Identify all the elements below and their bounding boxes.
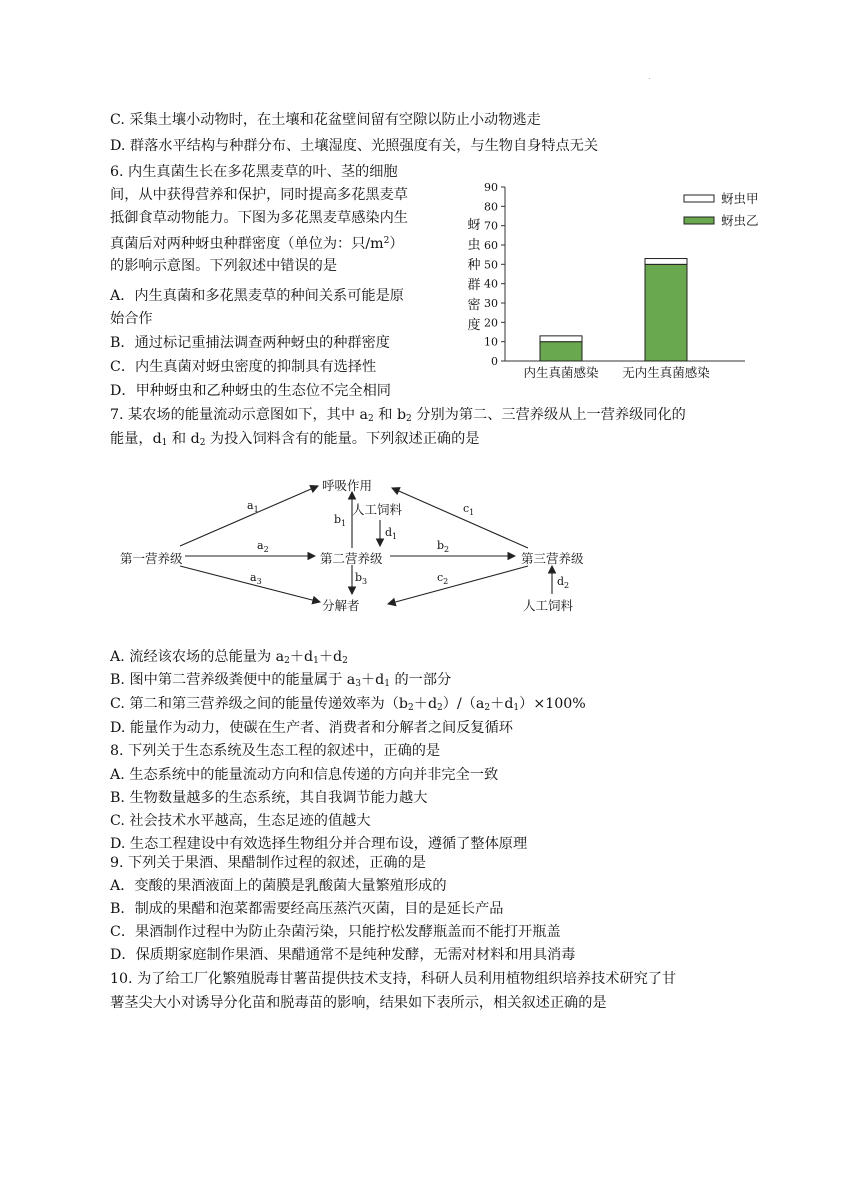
q8-option-d: D. 生态工程建设中有效选择生物组分并合理布设，遵循了整体原理 [110,836,528,852]
q5-option-c: C. 采集土壤小动物时，在土壤和花盆壁间留有空隙以防止小动物逃走 [110,112,541,128]
y-tick-label: 30 [484,297,498,310]
y-axis-title [467,217,480,333]
y-axis-title-char: 度 [467,318,481,333]
q8-stem: 8. 下列关于生态系统及生态工程的叙述中，正确的是 [110,743,441,759]
y-tick-label: 90 [484,181,498,194]
y-axis-title-char: 群 [467,278,481,293]
q6-stem-line5: 的影响示意图。下列叙述中错误的是 [110,258,338,274]
y-axis-title-char: 蚜 [467,218,481,233]
q6-option-b: B．通过标记重捕法调查两种蚜虫的种群密度 [110,335,390,351]
arrow-a1 [180,486,318,546]
y-tick-label: 40 [484,277,498,291]
bar-aphid-a-0 [540,336,582,342]
y-tick-label: 10 [484,335,498,349]
node-feed-bottom: 人工饲料 [523,598,574,613]
q5-option-d: D. 群落水平结构与种群分布、土壤湿度、光照强度有关，与生物自身特点无关 [110,138,599,154]
q6-option-a: A．内生真菌和多花黑麦草的种间关系可能是原 [110,288,404,304]
q9-option-c: C．果酒制作过程中为防止杂菌污染，只能拧松发酵瓶盖而不能打开瓶盖 [110,924,561,940]
y-tick-label: 20 [484,316,498,330]
arrow-c2 [388,566,528,604]
aphid-density-chart [460,175,780,385]
q9-option-a: A．变酸的果酒液面上的菌膜是乳酸菌大量繁殖形成的 [110,878,447,894]
q8-option-b: B. 生物数量越多的生态系统，其自我调节能力越大 [110,790,428,806]
x-tick-label: 无内生真菌感染 [622,365,710,380]
legend-label: 蚜虫甲 [721,191,759,206]
q6-stem-line1: 6. 内生真菌生长在多花黑麦草的叶、茎的细胞 [110,164,398,180]
label-b1: $b_1$ [334,513,347,528]
page-mark: . [648,72,651,81]
label-d1: $d_1$ [385,526,398,541]
q6-stem-line2: 间，从中获得营养和保护，同时提高多花黑麦草 [110,187,408,203]
q6-option-c: C．内生真菌对蚜虫密度的抑制具有选择性 [110,359,377,375]
legend-swatch [684,217,714,224]
y-tick-label: 0 [491,355,498,368]
node-respiration: 呼吸作用 [322,478,373,493]
node-level1: 第一营养级 [120,551,183,566]
label-b2: $b_2$ [437,539,450,554]
label-a2: $a_2$ [257,539,269,554]
q6-stem-line3: 抵御食草动物能力。下图为多花黑麦草感染内生 [110,210,408,226]
q8-option-a: A. 生态系统中的能量流动方向和信息传递的方向并非完全一致 [110,767,499,783]
q6-stem-line4: 真菌后对两种蚜虫种群密度（单位为：只$/m^2$） [110,236,404,252]
q10-stem-line2: 薯茎尖大小对诱导分化苗和脱毒苗的影响，结果如下表所示，相关叙述正确的是 [110,995,607,1011]
node-feed-top: 人工饲料 [352,502,403,517]
node-level2: 第二营养级 [320,551,383,566]
q7-option-d: D. 能量作为动力，使碳在生产者、消费者和分解者之间反复循环 [110,720,513,736]
q6-option-d: D．甲种蚜虫和乙种蚜虫的生态位不完全相同 [110,383,391,399]
q7-stem-line1: 7. 某农场的能量流动示意图如下，其中 $a_2$ 和 $b_2$ 分别为第二、三营养级从上一营养级同化的 [110,407,686,424]
y-tick-label: 70 [484,219,498,233]
q7-option-a: A. 流经该农场的总能量为 $a_2+d_1+d_2$ [110,649,348,666]
y-axis-title-char: 种 [467,258,481,273]
q8-option-c: C. 社会技术水平越高，生态足迹的值越大 [110,813,371,829]
q6-option-a-cont: 始合作 [110,311,153,327]
label-c1: $c_1$ [463,502,475,517]
x-tick-label: 内生真菌感染 [523,365,599,380]
energy-flow-diagram [0,470,861,620]
bar-aphid-a-1 [645,259,687,265]
bar-aphid-b-0 [540,342,582,361]
label-c2: $c_2$ [437,571,449,586]
q7-option-c: C. 第二和第三营养级之间的能量传递效率为$(b_2+d_2)/(a_2+d_1)\times 100\%$ [110,696,586,713]
bar-aphid-b-1 [645,264,687,361]
node-level3: 第三营养级 [521,551,584,566]
q7-stem-line2: 能量，$d_1$ 和 $d_2$ 为投入饲料含有的能量。下列叙述正确的是 [110,431,480,448]
q9-stem: 9. 下列关于果酒、果醋制作过程的叙述，正确的是 [110,855,426,871]
q10-stem-line1: 10. 为了给工厂化繁殖脱毒甘薯苗提供技术支持，科研人员利用植物组织培养技术研究了甘 [110,971,677,987]
y-tick-label: 50 [484,258,498,272]
y-axis-title-char: 密 [467,298,481,313]
label-a1: $a_1$ [247,499,259,514]
y-tick-label: 60 [484,239,498,252]
q9-option-d: D．保质期家庭制作果酒、果醋通常不是纯种发酵，无需对材料和用具消毒 [110,947,576,963]
label-d2: $d_2$ [557,575,570,590]
arrow-c1 [392,488,528,548]
legend-swatch [684,195,714,202]
q9-option-b: B．制成的果醋和泡菜都需要经高压蒸汽灭菌，目的是延长产品 [110,901,504,917]
label-a3: $a_3$ [250,571,262,586]
label-b3: $b_3$ [355,571,368,586]
node-decomposer: 分解者 [322,598,360,613]
legend-label: 蚜虫乙 [721,213,759,228]
q7-option-b: B. 图中第二营养级粪便中的能量属于 $a_3+d_1$ 的一部分 [110,672,452,689]
y-axis-title-char: 虫 [467,238,481,253]
y-tick-label: 80 [484,200,498,214]
